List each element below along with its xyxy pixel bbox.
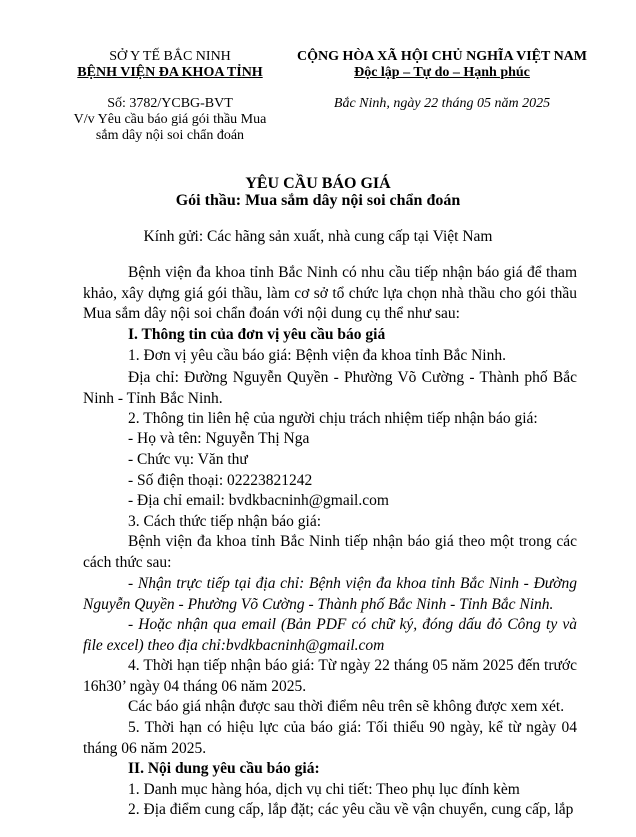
national-motto: Độc lập – Tự do – Hạnh phúc xyxy=(354,65,530,80)
s2-item1: 1. Danh mục hàng hóa, dịch vụ chi tiết: Theo phụ lục đính kèm xyxy=(128,781,520,798)
s1-late-note: Các báo giá nhận được sau thời điểm nêu trên sẽ không được xem xét. xyxy=(128,698,565,715)
s1-item5: 5. Thời hạn có hiệu lực của báo giá: Tối thiểu 90 ngày, kể từ ngày 04 tháng 06 năm 2025. xyxy=(83,719,577,757)
issuing-authority: SỞ Y TẾ BẮC NINH xyxy=(109,49,231,64)
s1-address: Địa chỉ: Đường Nguyễn Quyền - Phường Võ Cường - Thành phố Bắc Ninh - Tỉnh Bắc Ninh. xyxy=(83,369,577,407)
s1-contact-position: - Chức vụ: Văn thư xyxy=(128,451,248,468)
document-subject-line1: V/v Yêu cầu báo giá gói thầu Mua xyxy=(73,112,267,127)
s1-method-direct: - Nhận trực tiếp tại địa chỉ: Bệnh viện đa khoa tỉnh Bắc Ninh - Đường Nguyễn Quyền - Phường Võ Cường - Thành phố Bắc Ninh - Tỉnh Bắc Ninh. xyxy=(83,575,577,613)
intro-paragraph: Bệnh viện đa khoa tỉnh Bắc Ninh có nhu cầu tiếp nhận báo giá để tham khảo, xây dựng giá gói thầu, làm cơ sở tổ chức lựa chọn nhà thầu cho gói thầu Mua sắm dây nội soi chẩn đoán với nội dung cụ thể như sau: xyxy=(83,264,577,323)
s2-item2: 2. Địa điểm cung cấp, lắp đặt; các yêu cầu về vận chuyển, cung cấp, lắp xyxy=(128,801,574,818)
s1-contact-name: - Họ và tên: Nguyễn Thị Nga xyxy=(128,430,310,447)
s1-method-email: - Hoặc nhận qua email (Bản PDF có chữ ký, đóng dấu đỏ Công ty và file excel) theo địa chỉ:bvdkbacninh@gmail.com xyxy=(83,616,577,654)
national-title: CỘNG HÒA XÃ HỘI CHỦ NGHĨA VIỆT NAM xyxy=(296,49,587,64)
s1-method-intro: Bệnh viện đa khoa tỉnh Bắc Ninh tiếp nhận báo giá theo một trong các cách thức sau: xyxy=(83,533,577,571)
s1-contact-email: - Địa chỉ email: bvdkbacninh@gmail.com xyxy=(128,492,389,509)
package-title: Gói thầu: Mua sắm dây nội soi chẩn đoán xyxy=(175,192,461,209)
s1-item1: 1. Đơn vị yêu cầu báo giá: Bệnh viện đa khoa tỉnh Bắc Ninh. xyxy=(128,347,506,364)
section1-heading: I. Thông tin của đơn vị yêu cầu báo giá xyxy=(128,326,386,343)
s1-item3: 3. Cách thức tiếp nhận báo giá: xyxy=(128,513,322,530)
recipient-line: Kính gửi: Các hãng sản xuất, nhà cung cấp tại Việt Nam xyxy=(143,228,493,245)
s1-item2: 2. Thông tin liên hệ của người chịu trách nhiệm tiếp nhận báo giá: xyxy=(128,410,538,427)
document-title: YÊU CẦU BÁO GIÁ xyxy=(245,175,391,192)
section2-heading: II. Nội dung yêu cầu báo giá: xyxy=(128,760,320,777)
s1-contact-phone: - Số điện thoại: 02223821242 xyxy=(128,472,313,489)
issuing-organization: BỆNH VIỆN ĐA KHOA TỈNH xyxy=(77,65,263,80)
document-number: Số: 3782/YCBG-BVT xyxy=(107,96,233,111)
s1-item4: 4. Thời hạn tiếp nhận báo giá: Từ ngày 22 tháng 05 năm 2025 đến trước 16h30’ ngày 04 tháng 06 năm 2025. xyxy=(83,657,577,695)
document-subject-line2: sắm dây nội soi chẩn đoán xyxy=(95,128,245,143)
place-and-date: Bắc Ninh, ngày 22 tháng 05 năm 2025 xyxy=(333,96,551,111)
